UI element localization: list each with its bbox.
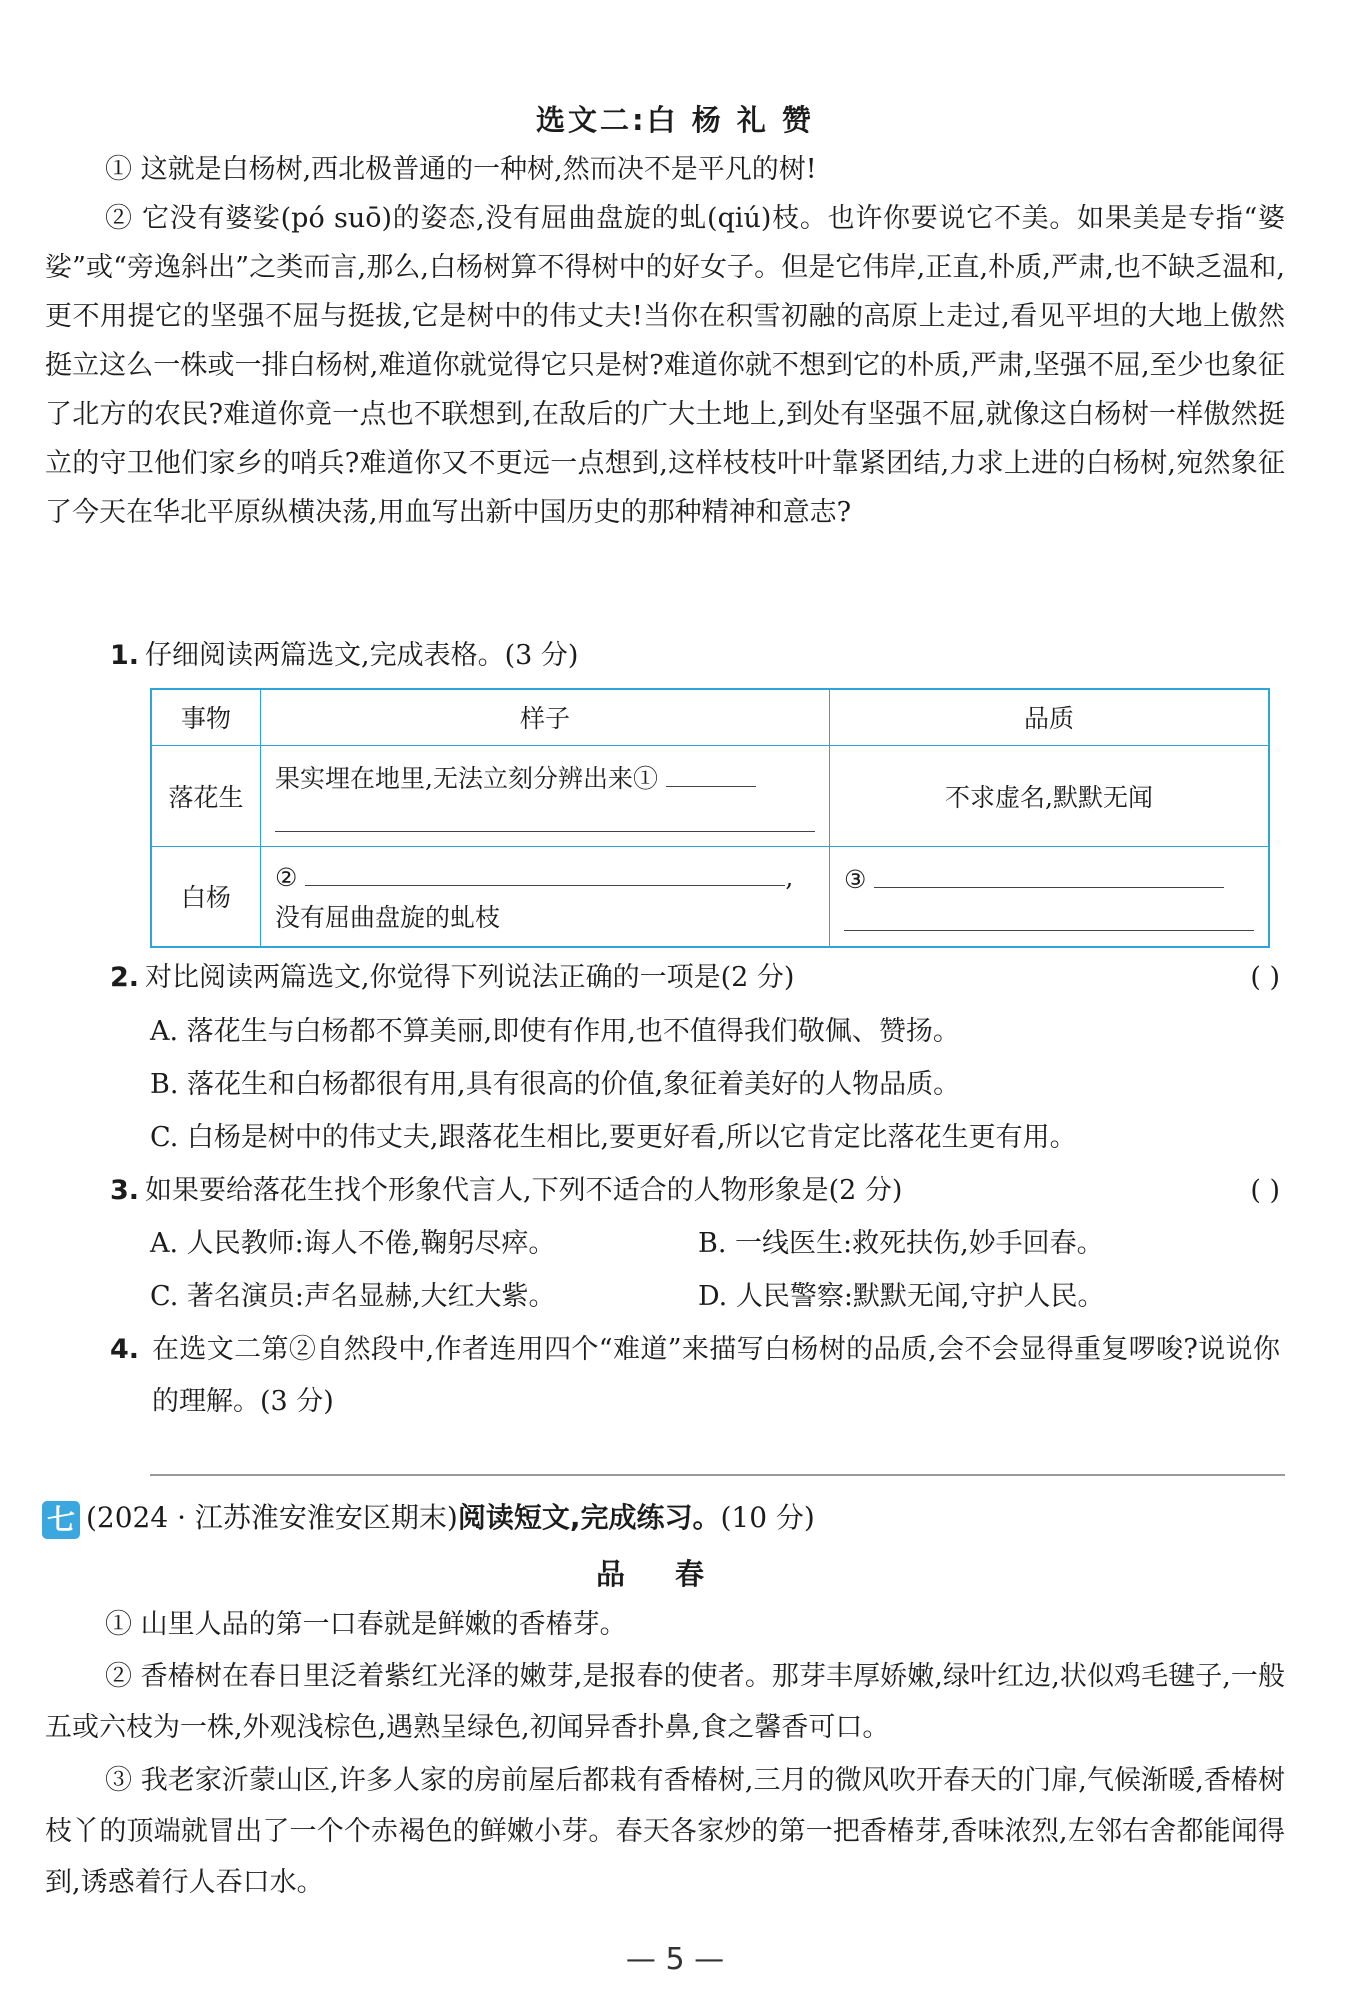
poplar-look-text: 没有屈曲盘旋的虬枝 — [275, 902, 501, 932]
question-4 — [110, 1324, 1280, 1428]
question-text: 对比阅读两篇选文,你觉得下列说法正确的一项是(2 分) — [145, 962, 795, 993]
question-number: 2. — [110, 962, 140, 993]
answer-blank-1-line2[interactable] — [275, 795, 815, 832]
row-poplar-thing: 白杨 — [151, 846, 261, 947]
answer-blank-3[interactable] — [874, 861, 1224, 888]
passage-paragraph-2: ② 香椿树在春日里泛着紫红光泽的嫩芽,是报春的使者。那芽丰厚娇嫩,绿叶红边,状似鸡毛毽子,一般五或六枝为一株,外观浅棕色,遇熟呈绿色,初闻异香扑鼻,食之馨香可口。 — [45, 1661, 1285, 1743]
comma: , — [785, 862, 794, 892]
q2-option-a[interactable]: A. 落花生与白杨都不算美丽,即使有作用,也不值得我们敬佩、赞扬。 — [150, 1016, 960, 1047]
section-score: (10 分) — [720, 1501, 815, 1534]
row-peanut-look — [261, 745, 830, 846]
answer-blank-2[interactable] — [305, 859, 785, 886]
question-3 — [110, 1165, 1280, 1217]
answer-line-divider[interactable] — [150, 1474, 1285, 1476]
answer-parentheses[interactable]: ( ) — [1250, 962, 1280, 993]
q3-option-c[interactable]: C. 著名演员:声名显赫,大红大紫。 — [150, 1281, 556, 1312]
answer-blank-1[interactable] — [666, 760, 756, 787]
row-poplar-look — [261, 846, 830, 947]
header-look: 样子 — [261, 689, 830, 745]
q2-option-b[interactable]: B. 落花生和白杨都很有用,具有很高的价值,象征着美好的人物品质。 — [150, 1069, 961, 1100]
question-number: 3. — [110, 1175, 140, 1206]
selection2-title: 选文二:白 杨 礼 赞 — [536, 103, 814, 137]
question-1 — [110, 630, 1280, 682]
row-peanut-thing: 落花生 — [151, 745, 261, 846]
question-number: 4. — [110, 1334, 140, 1365]
q3-option-b[interactable]: B. 一线医生:救死扶伤,妙手回春。 — [698, 1228, 1104, 1259]
q2-option-c[interactable]: C. 白杨是树中的伟丈夫,跟落花生相比,要更好看,所以它肯定比落花生更有用。 — [150, 1122, 1077, 1153]
selection2-paragraph-2: ② 它没有婆娑(pó suō)的姿态,没有屈曲盘旋的虬(qiú)枝。也许你要说它不美。如果美是专指“婆娑”或“旁逸斜出”之类而言,那么,白杨树算不得树中的好女子。但是它伟岸,正直,朴质,严肃,也不缺乏温和,更不用提它的坚强不屈与挺拔,它是树中的伟丈夫!当你在积雪初融的高原上走过,看见平坦的大地上傲然挺立这么一株或一排白杨树,难道你就觉得它只是树?难道你就不想到它的朴质,严肃,坚强不屈,至少也象征了北方的农民?难道你竟一点也不联想到,在敌后的广大土地上,到处有坚强不屈,就像这白杨树一样傲然挺立的守卫他们家乡的哨兵?难道你又不更远一点想到,这样枝枝叶叶靠紧团结,力求上进的白杨树,宛然象征了今天在华北平原纵横决荡,用血写出新中国历史的那种精神和意志? — [45, 203, 1285, 528]
q3-option-a[interactable]: A. 人民教师:诲人不倦,鞠躬尽瘁。 — [150, 1228, 556, 1259]
header-quality: 品质 — [830, 689, 1270, 745]
row-peanut-quality: 不求虚名,默默无闻 — [830, 745, 1270, 846]
question-number: 1. — [110, 640, 140, 671]
passage-paragraph-1: ① 山里人品的第一口春就是鲜嫩的香椿芽。 — [105, 1609, 627, 1640]
answer-parentheses[interactable]: ( ) — [1250, 1175, 1280, 1206]
section-7-header — [42, 1494, 815, 1542]
blank-marker-2: ② — [275, 862, 298, 892]
question-2 — [110, 952, 1280, 1004]
passage-paragraph-3: ③ 我老家沂蒙山区,许多人家的房前屋后都栽有香椿树,三月的微风吹开春天的门扉,气候渐暖,香椿树枝丫的顶端就冒出了一个个赤褐色的鲜嫩小芽。春天各家炒的第一把香椿芽,香味浓烈,左邻右舍都能闻得到,诱惑着行人吞口水。 — [45, 1765, 1285, 1898]
section-instruction: 阅读短文,完成练习。 — [457, 1501, 721, 1534]
question-text: 仔细阅读两篇选文,完成表格。(3 分) — [145, 640, 579, 671]
page-number: — 5 — — [625, 1942, 725, 1977]
answer-table — [150, 688, 1270, 948]
question-text: 如果要给落花生找个形象代言人,下列不适合的人物形象是(2 分) — [145, 1175, 903, 1206]
question-text: 在选文二第②自然段中,作者连用四个“难道”来描写白杨树的品质,会不会显得重复啰唆?说说你的理解。(3 分) — [152, 1334, 1280, 1417]
row-poplar-quality — [830, 846, 1270, 947]
selection2-paragraph-1: ① 这就是白杨树,西北极普通的一种树,然而决不是平凡的树! — [105, 154, 817, 185]
blank-marker-3: ③ — [844, 865, 867, 895]
passage-title: 品春 — [595, 1557, 754, 1591]
section-badge: 七 — [42, 1501, 80, 1539]
peanut-look-text: 果实埋在地里,无法立刻分辨出来① — [275, 764, 658, 794]
section-source: (2024 · 江苏淮安淮安区期末) — [86, 1501, 458, 1534]
header-thing: 事物 — [151, 689, 261, 745]
q3-option-d[interactable]: D. 人民警察:默默无闻,守护人民。 — [698, 1281, 1105, 1312]
answer-blank-3-line2[interactable] — [844, 894, 1254, 931]
